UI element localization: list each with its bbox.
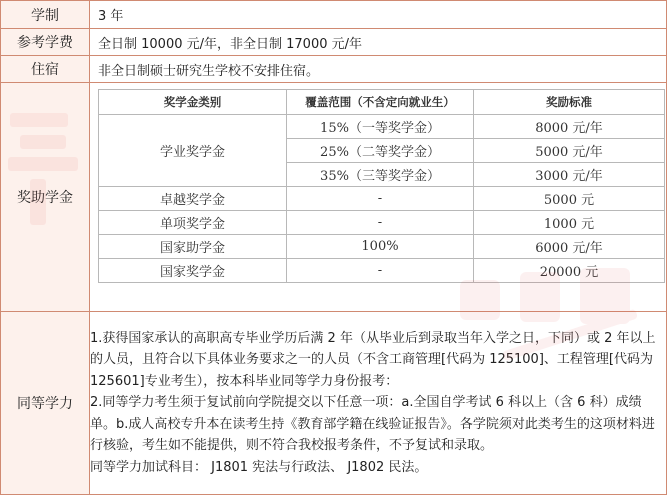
amount-cell: 5000 元 bbox=[474, 187, 665, 211]
scholarship-header-row bbox=[99, 90, 665, 115]
amount-cell: 8000 元/年 bbox=[474, 115, 665, 139]
value-housing: 非全日制硕士研究生学校不安排住宿。 bbox=[90, 56, 667, 83]
row-scholarship bbox=[1, 83, 667, 312]
scholarship-row bbox=[99, 187, 665, 211]
label-housing: 住宿 bbox=[1, 56, 90, 83]
coverage-cell: 25%（二等奖学金） bbox=[287, 139, 474, 163]
coverage-cell: 35%（三等奖学金） bbox=[287, 163, 474, 187]
header-coverage: 覆盖范围（不含定向就业生） bbox=[287, 90, 474, 115]
equivalent-paragraph-1: 1.获得国家承认的高职高专毕业学历后满 2 年（从毕业后到录取当年入学之日，下同）或 2 年以上的人员，且符合以下具体业务要求之一的人员（不含工商管理[代码为 125100]、工程管理[代码为 125601]专业考生），按本科毕业同等学力身份报考： bbox=[90, 330, 656, 389]
amount-cell: 20000 元 bbox=[474, 259, 665, 283]
amount-cell: 6000 元/年 bbox=[474, 235, 665, 259]
equivalent-paragraph-2: 2.同等学力考生须于复试前向学院提交以下任意一项：a.全国自学考试 6 科以上（含 6 科）成绩单。b.成人高校专升本在读考生持《教育部学籍在线验证报告》。各学院须对此类考生的这项材料进行核验，考生如不能提供，则不符合我校报考条件，不予复试和录取。 bbox=[90, 395, 655, 454]
header-category: 奖学金类别 bbox=[99, 90, 287, 115]
category-cell: 卓越奖学金 bbox=[99, 187, 287, 211]
coverage-cell: 100% bbox=[287, 235, 474, 259]
coverage-cell: - bbox=[287, 211, 474, 235]
label-tuition: 参考学费 bbox=[1, 29, 90, 56]
scholarship-row bbox=[99, 211, 665, 235]
amount-cell: 1000 元 bbox=[474, 211, 665, 235]
equivalent-text bbox=[90, 312, 667, 495]
category-cell: 单项奖学金 bbox=[99, 211, 287, 235]
scholarship-row bbox=[99, 235, 665, 259]
value-tuition: 全日制 10000 元/年，非全日制 17000 元/年 bbox=[90, 29, 667, 56]
value-duration: 3 年 bbox=[90, 1, 667, 29]
row-duration bbox=[1, 1, 667, 29]
header-amount: 奖励标准 bbox=[474, 90, 665, 115]
amount-cell: 3000 元/年 bbox=[474, 163, 665, 187]
scholarship-row bbox=[99, 115, 665, 139]
coverage-cell: - bbox=[287, 187, 474, 211]
scholarship-table bbox=[98, 89, 665, 283]
label-equivalent: 同等学力 bbox=[1, 312, 90, 495]
category-cell: 国家助学金 bbox=[99, 235, 287, 259]
row-equivalent bbox=[1, 312, 667, 495]
amount-cell: 5000 元/年 bbox=[474, 139, 665, 163]
scholarship-cell bbox=[90, 83, 667, 312]
coverage-cell: 15%（一等奖学金） bbox=[287, 115, 474, 139]
coverage-cell: - bbox=[287, 259, 474, 283]
label-duration: 学制 bbox=[1, 1, 90, 29]
row-tuition bbox=[1, 29, 667, 56]
academic-scholarship-name: 学业奖学金 bbox=[99, 115, 287, 187]
scholarship-row bbox=[99, 259, 665, 283]
row-housing bbox=[1, 56, 667, 83]
equivalent-paragraph-3: 同等学力加试科目： J1801 宪法与行政法、 J1802 民法。 bbox=[90, 459, 428, 475]
label-scholarship: 奖助学金 bbox=[1, 83, 90, 312]
category-cell: 国家奖学金 bbox=[99, 259, 287, 283]
